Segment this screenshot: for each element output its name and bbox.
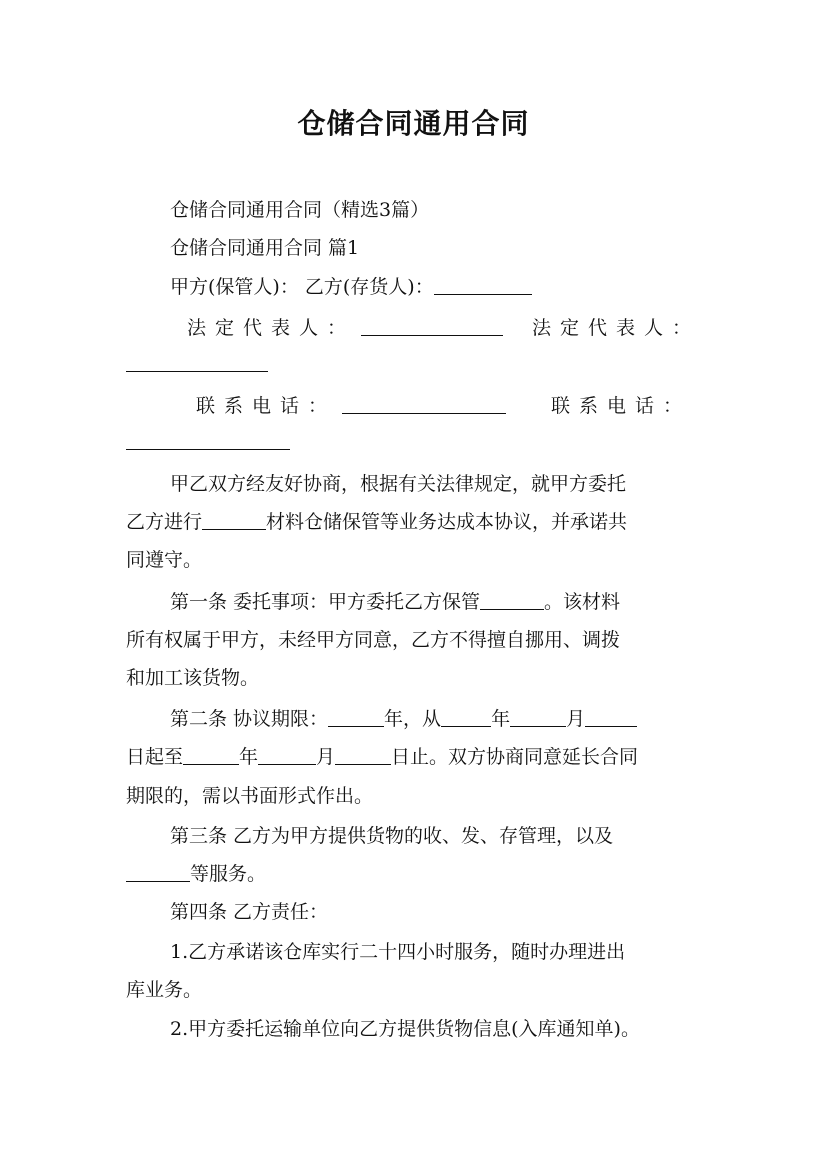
article-1-line: 第一条 委托事项：甲方委托乙方保管 。该材料 — [170, 591, 621, 613]
blank-line — [126, 430, 290, 454]
party-a-label: 甲方(保管人)： — [170, 276, 299, 298]
blank-field — [335, 746, 391, 765]
phone-b — [551, 394, 691, 418]
paragraph-line: 甲乙双方经友好协商，根据有关法律规定，就甲方委托 — [170, 473, 627, 495]
blank-field — [126, 863, 190, 882]
article-3-line: 第三条 乙方为甲方提供货物的收、发、存管理，以及 — [170, 825, 614, 847]
blank-field — [202, 511, 266, 530]
paragraph-line: 库业务。 — [126, 979, 203, 1001]
legal-rep-b-label: 法定代表人： — [532, 317, 701, 339]
blank-field — [328, 708, 384, 727]
blank-field — [258, 746, 316, 765]
blank-line — [126, 352, 268, 376]
legal-rep-line — [187, 316, 503, 340]
document-title: 仓储合同通用合同 — [297, 107, 530, 140]
blank-field — [510, 708, 566, 727]
blank-field — [126, 431, 290, 450]
clause-line: 1.乙方承诺该仓库实行二十四小时服务，随时办理进出 — [170, 941, 626, 963]
party-b-label: 乙方(存货人)： — [304, 276, 434, 298]
clause-line: 2.甲方委托运输单位向乙方提供货物信息(入库通知单)。 — [170, 1018, 640, 1040]
section-heading: 仓储合同通用合同 篇1 — [170, 237, 360, 259]
party-line — [170, 275, 532, 299]
article-2-line: 第二条 协议期限： 年，从 年 月 — [170, 707, 637, 731]
paragraph-line: 期限的，需以书面形式作出。 — [126, 785, 374, 807]
phone-b-label: 联系电话： — [551, 395, 692, 417]
legal-rep-a-label: 法定代表人： — [187, 317, 356, 339]
paragraph-line: 和加工该货物。 — [126, 667, 260, 689]
paragraph-line: 乙方进行 材料仓储保管等业务达成本协议，并承诺共 — [126, 511, 628, 533]
legal-rep-b — [532, 316, 700, 340]
paragraph-line: 等服务。 — [126, 862, 266, 886]
paragraph-line: 同遵守。 — [126, 549, 203, 571]
paragraph-line: 日起至 年 月 日止。双方协商同意延长合同 — [126, 746, 639, 768]
phone-line — [196, 394, 506, 418]
blank-field — [585, 708, 637, 727]
blank-field — [126, 353, 268, 372]
phone-a-label: 联系电话： — [196, 395, 337, 417]
blank-field — [183, 746, 239, 765]
blank-field — [434, 276, 532, 295]
article-4-heading: 第四条 乙方责任： — [170, 901, 329, 923]
blank-field — [480, 591, 544, 610]
paragraph-line: 所有权属于甲方，未经甲方同意，乙方不得擅自挪用、调拨 — [126, 629, 621, 651]
blank-field — [342, 395, 506, 414]
blank-field — [361, 317, 503, 336]
blank-field — [441, 708, 491, 727]
subtitle-line: 仓储合同通用合同（精选3篇） — [170, 199, 430, 221]
